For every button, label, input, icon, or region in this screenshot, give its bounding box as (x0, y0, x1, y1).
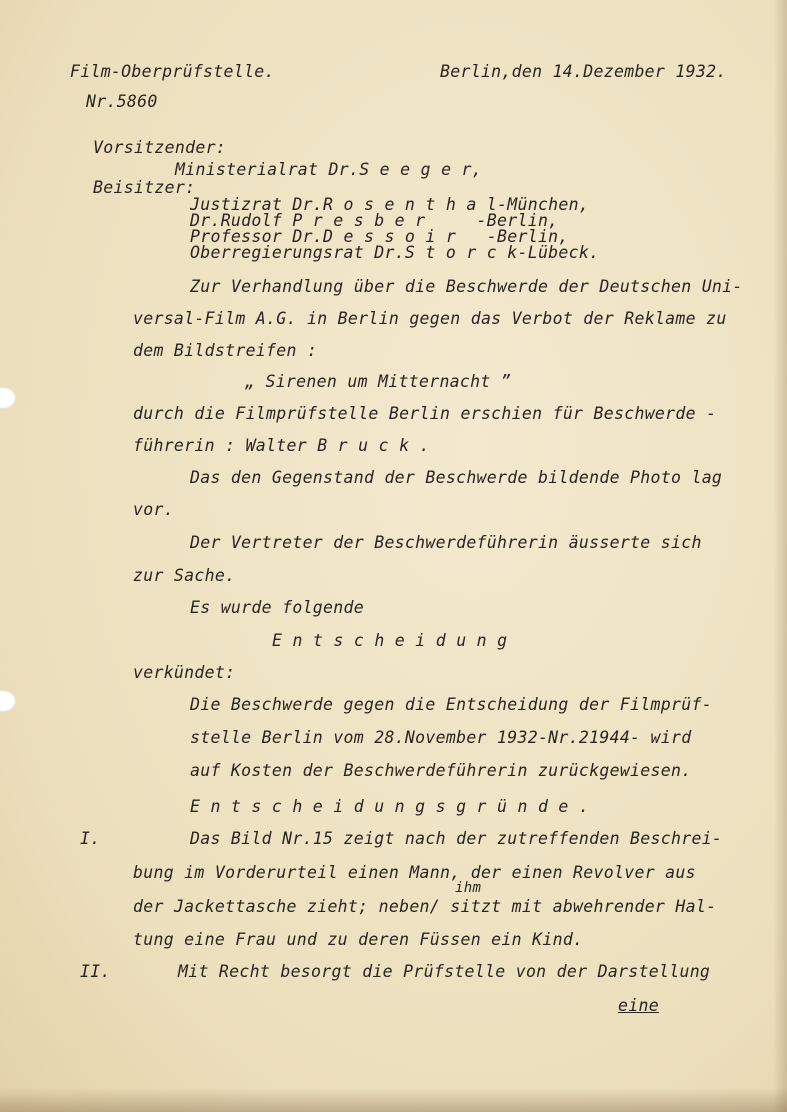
section-1-number: I. (80, 829, 101, 848)
section-1-line1: Das Bild Nr.15 zeigt nach der zutreffenden Beschrei- (190, 829, 723, 848)
para4-line1: Der Vertreter der Beschwerdeführerin äusserte sich (190, 533, 702, 552)
para1-line3: dem Bildstreifen : (133, 341, 318, 360)
para4-line2: zur Sache. (133, 566, 236, 585)
paper-edge-bottom (0, 1088, 787, 1112)
decision-heading: E n t s c h e i d u n g (272, 631, 508, 650)
assessor-3: Professor Dr.D e s s o i r -Berlin, (190, 227, 569, 246)
announced-label: verkündet: (133, 663, 236, 682)
section-2-number: II. (80, 962, 111, 981)
para3-line1: Das den Gegenstand der Beschwerde bildende Photo lag (190, 468, 723, 487)
authority-name: Film-Oberprüfstelle. (70, 62, 275, 81)
reasons-heading: E n t s c h e i d u n g s g r ü n d e . (190, 797, 590, 816)
para5: Es wurde folgende (190, 598, 364, 617)
file-number: Nr.5860 (86, 92, 158, 111)
para3-line2: vor. (133, 500, 174, 519)
assessor-4: Oberregierungsrat Dr.S t o r c k-Lübeck. (190, 243, 600, 262)
section-2-line1: Mit Recht besorgt die Prüfstelle von der Darstellung (178, 962, 711, 981)
punch-hole-bottom (0, 690, 16, 712)
para1-line2: versal-Film A.G. in Berlin gegen das Verbot der Reklame zu (133, 309, 727, 328)
section-1-line3: der Jackettasche zieht; neben/ sitzt mit abwehrender Hal- (133, 897, 717, 916)
decision-line2: stelle Berlin vom 28.November 1932-Nr.21944- wird (190, 728, 692, 747)
section-1-line4: tung eine Frau und zu deren Füssen ein Kind. (133, 930, 584, 949)
decision-line3: auf Kosten der Beschwerdeführerin zurückgewiesen. (190, 761, 692, 780)
para2-line2: führerin : Walter B r u c k . (133, 436, 430, 455)
assessor-2: Dr.Rudolf P r e s b e r -Berlin, (190, 211, 559, 230)
place-date: Berlin,den 14.Dezember 1932. (440, 62, 727, 81)
chair-name: Ministerialrat Dr.S e e g e r, (175, 160, 483, 179)
catchword: eine (618, 996, 659, 1015)
assessors-label: Beisitzer: (93, 178, 196, 197)
para2-line1: durch die Filmprüfstelle Berlin erschien für Beschwerde - (133, 404, 717, 423)
paper-edge-right (773, 0, 787, 1112)
handwritten-insertion: ihm (455, 880, 482, 896)
para1-line1: Zur Verhandlung über die Beschwerde der Deutschen Uni- (190, 277, 743, 296)
film-title: „ Sirenen um Mitternacht ” (245, 372, 512, 391)
chair-label: Vorsitzender: (93, 138, 227, 157)
assessor-1: Justizrat Dr.R o s e n t h a l-München, (190, 195, 590, 214)
decision-line1: Die Beschwerde gegen die Entscheidung der Filmprüf- (190, 695, 712, 714)
section-1-line2: bung im Vorderurteil einen Mann, der einen Revolver aus (133, 863, 696, 882)
punch-hole-top (0, 387, 16, 409)
